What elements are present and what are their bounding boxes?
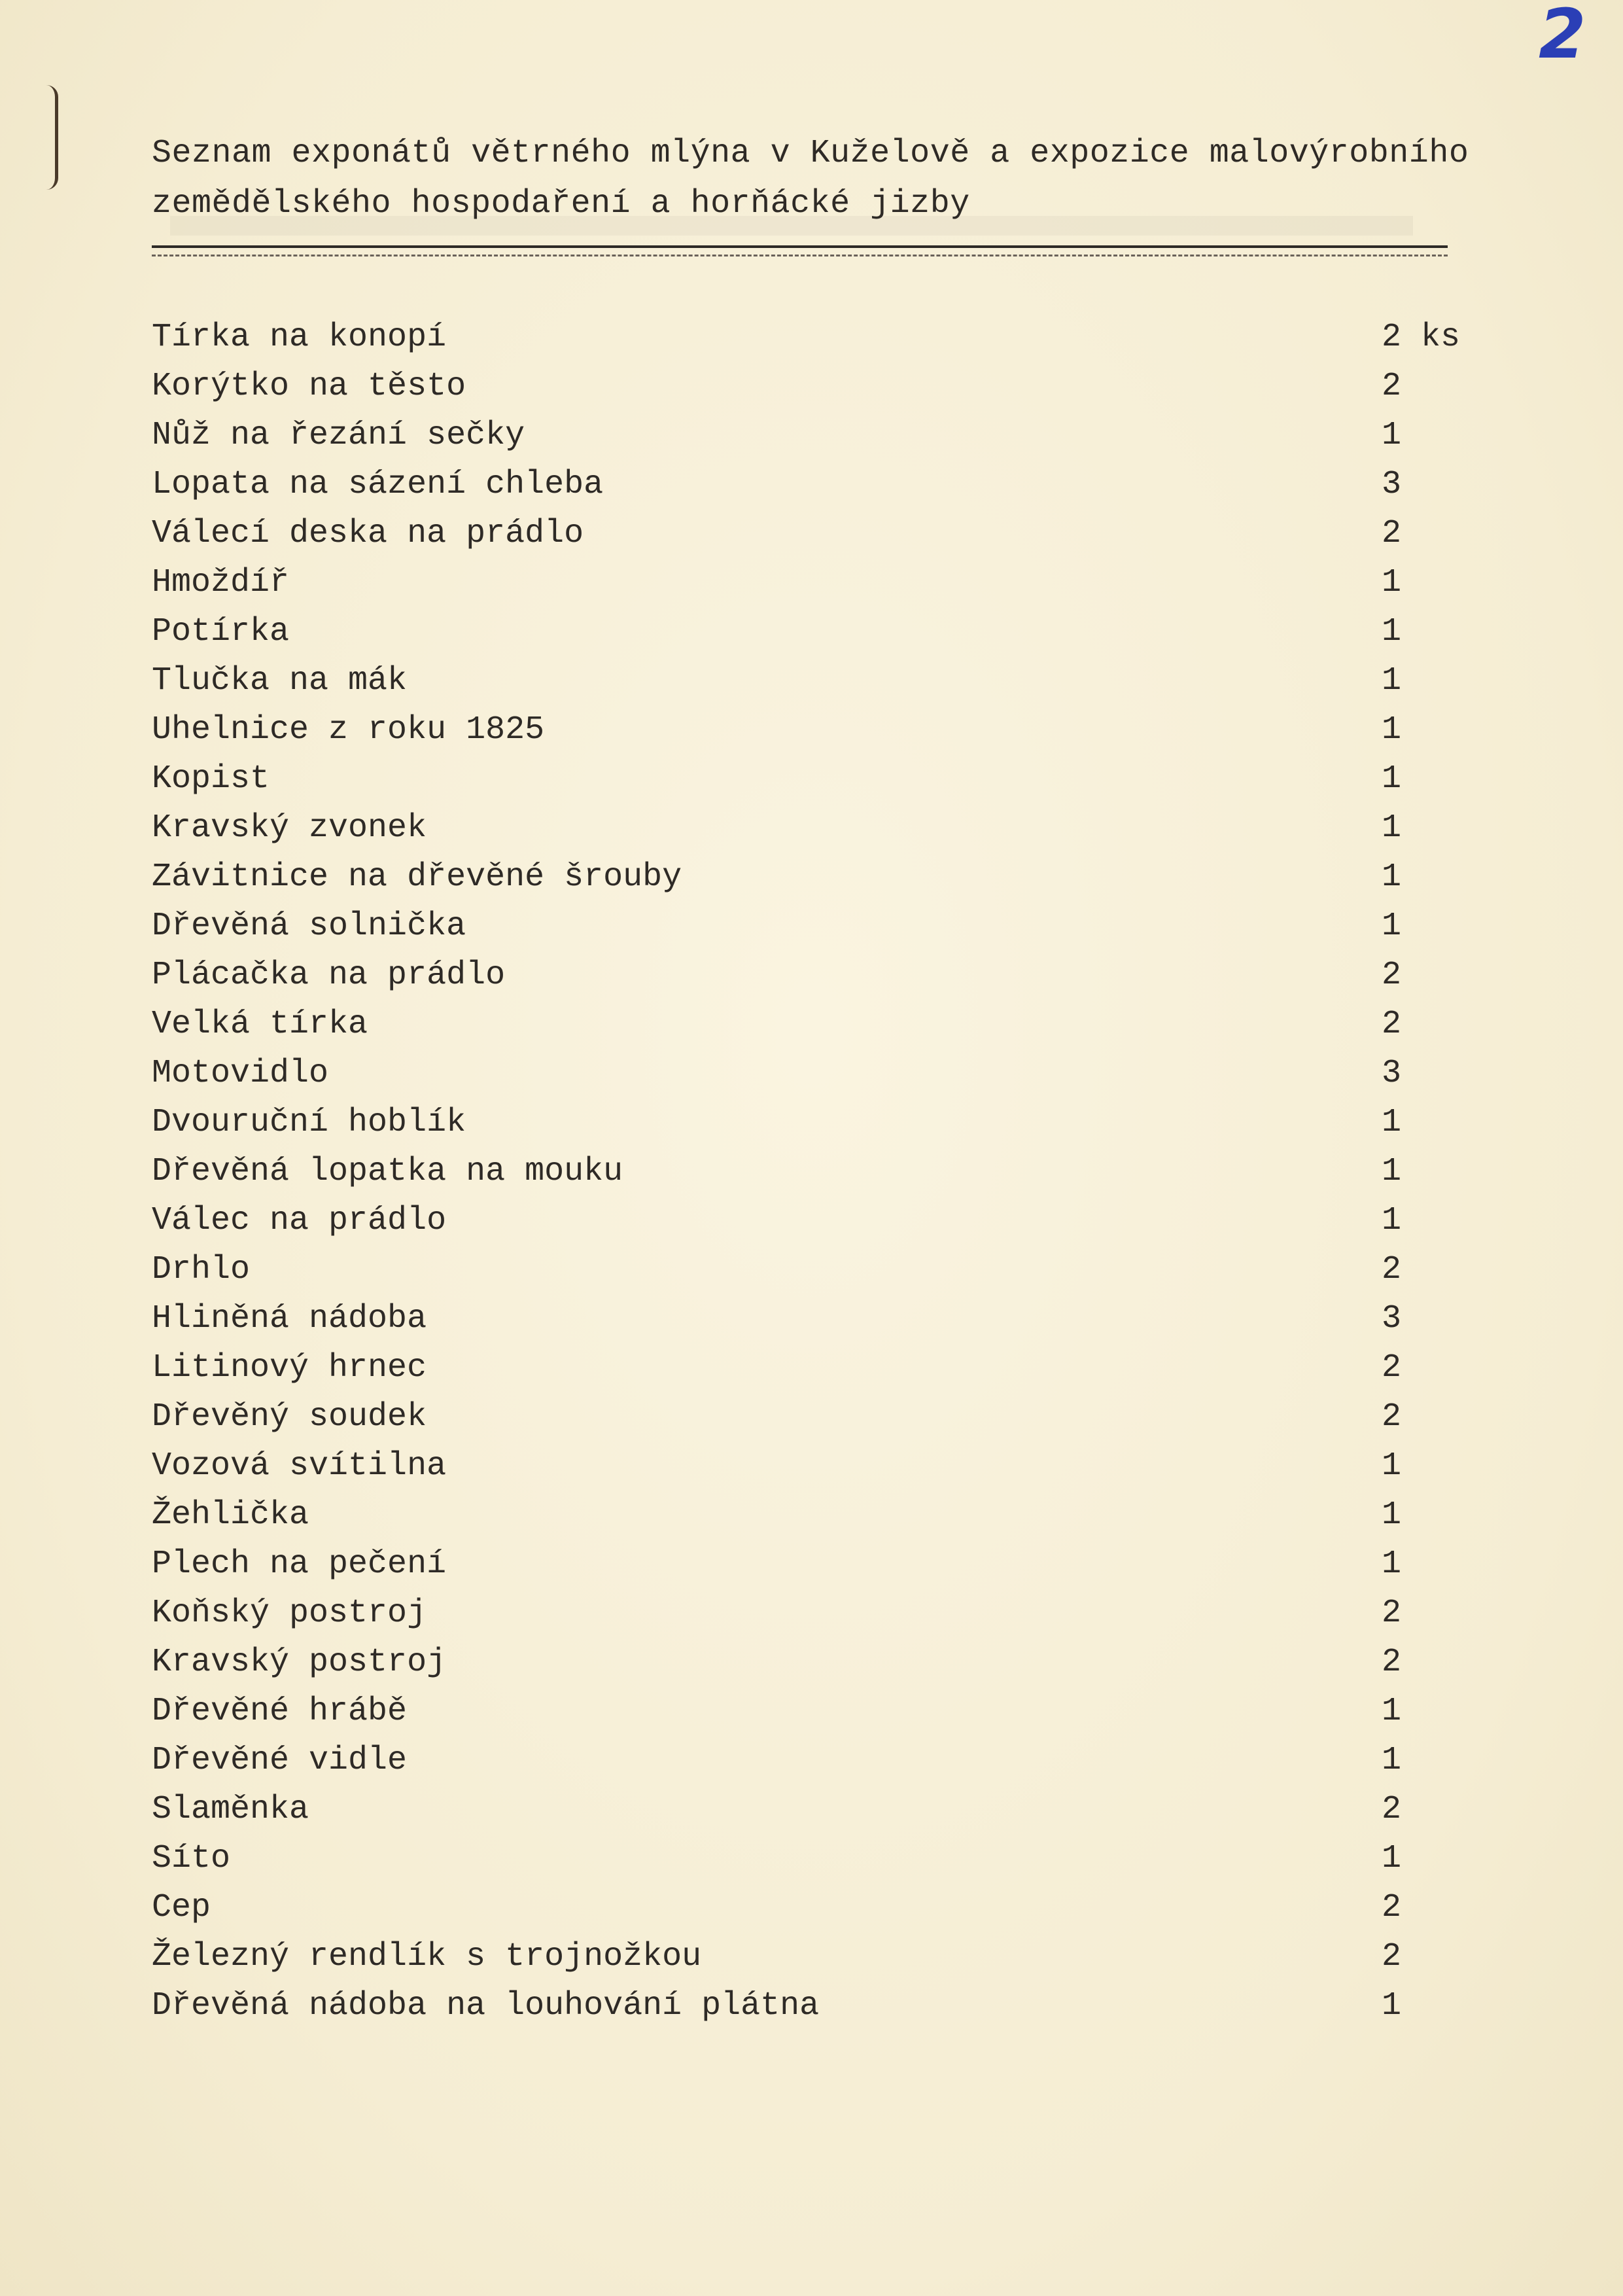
- list-item: [152, 656, 1460, 705]
- item-quantity: 1: [1382, 613, 1402, 650]
- item-quantity: 3: [1382, 1300, 1402, 1337]
- item-name: Válec na prádlo: [152, 1202, 447, 1239]
- list-item: [152, 1000, 1460, 1049]
- exhibit-list: [152, 313, 1460, 2030]
- item-quantity: 2: [1382, 1006, 1402, 1043]
- list-item: [152, 1441, 1460, 1491]
- list-item: [152, 1883, 1460, 1932]
- item-name: Litinový hrnec: [152, 1349, 427, 1386]
- list-item: [152, 1196, 1460, 1245]
- list-item: [152, 509, 1460, 558]
- item-name: Plácačka na prádlo: [152, 957, 506, 994]
- list-item: [152, 1147, 1460, 1196]
- item-name: Cep: [152, 1889, 211, 1926]
- item-name: Dvouruční hoblík: [152, 1104, 466, 1141]
- item-quantity: 3: [1382, 1055, 1402, 1092]
- list-item: [152, 804, 1460, 853]
- item-quantity: 2: [1382, 1251, 1402, 1288]
- item-quantity: 1: [1382, 1447, 1402, 1485]
- list-item: [152, 607, 1460, 656]
- item-quantity: 1: [1382, 1742, 1402, 1779]
- list-item: [152, 1049, 1460, 1098]
- list-item: [152, 1736, 1460, 1785]
- item-quantity: 1: [1382, 1693, 1402, 1730]
- item-name: Uhelnice z roku 1825: [152, 711, 545, 749]
- list-item: [152, 902, 1460, 951]
- list-item: [152, 1343, 1460, 1392]
- item-name: Závitnice na dřevěné šrouby: [152, 858, 682, 896]
- item-name: Železný rendlík s trojnožkou: [152, 1938, 702, 1975]
- item-name: Dřevěná lopatka na mouku: [152, 1153, 623, 1190]
- list-item: [152, 1245, 1460, 1294]
- title-underline-dashed: [152, 255, 1448, 256]
- list-item: [152, 705, 1460, 754]
- item-quantity: 2: [1382, 957, 1402, 994]
- item-name: Žehlička: [152, 1496, 309, 1534]
- list-item: [152, 1392, 1460, 1441]
- item-quantity: 2: [1382, 1791, 1402, 1828]
- list-item: [152, 460, 1460, 509]
- item-quantity: 3: [1382, 466, 1402, 503]
- item-quantity: 1: [1382, 1104, 1402, 1141]
- item-name: Tlučka na mák: [152, 662, 408, 699]
- list-item: [152, 1589, 1460, 1638]
- item-name: Motovidlo: [152, 1055, 329, 1092]
- item-quantity: 2: [1382, 515, 1402, 552]
- list-item: [152, 1294, 1460, 1343]
- item-quantity: 2: [1382, 1349, 1402, 1386]
- list-item: [152, 1491, 1460, 1540]
- item-quantity: 1: [1382, 1153, 1402, 1190]
- item-name: Nůž na řezání sečky: [152, 417, 525, 454]
- item-name: Dřevěné hrábě: [152, 1693, 408, 1730]
- item-name: Dřevěná solnička: [152, 908, 466, 945]
- list-item: [152, 1785, 1460, 1834]
- item-name: Dřevěné vidle: [152, 1742, 408, 1779]
- list-item: [152, 951, 1460, 1000]
- list-item: [152, 853, 1460, 902]
- list-item: [152, 1981, 1460, 2030]
- page-number: 2: [1539, 0, 1586, 74]
- item-name: Dřevěný soudek: [152, 1398, 427, 1436]
- item-name: Lopata na sázení chleba: [152, 466, 604, 503]
- item-quantity: 1: [1382, 1545, 1402, 1583]
- document-title: [152, 128, 1469, 229]
- item-quantity: 1: [1382, 1987, 1402, 2024]
- list-item: [152, 1687, 1460, 1736]
- item-name: Dřevěná nádoba na louhování plátna: [152, 1987, 820, 2024]
- item-quantity: 1: [1382, 711, 1402, 749]
- list-item: [152, 1540, 1460, 1589]
- item-name: Velká tírka: [152, 1006, 368, 1043]
- item-name: Plech na pečení: [152, 1545, 447, 1583]
- item-name: Hliněná nádoba: [152, 1300, 427, 1337]
- item-name: Kopist: [152, 760, 270, 798]
- item-name: Hmoždíř: [152, 564, 290, 601]
- list-item: [152, 558, 1460, 607]
- list-item: [152, 1638, 1460, 1687]
- list-item: [152, 1098, 1460, 1147]
- item-name: Kravský postroj: [152, 1644, 447, 1681]
- item-quantity: 2: [1382, 1644, 1402, 1681]
- item-quantity: 1: [1382, 809, 1402, 847]
- title-underline: [152, 245, 1448, 248]
- title-line-1: Seznam exponátů větrného mlýna v Kuželově a expozice malovýrobního: [152, 135, 1469, 172]
- item-name: Korýtko na těsto: [152, 368, 466, 405]
- item-name: Drhlo: [152, 1251, 251, 1288]
- item-quantity: 2: [1382, 1938, 1402, 1975]
- item-quantity: 1: [1382, 662, 1402, 699]
- item-name: Slaměnka: [152, 1791, 309, 1828]
- item-quantity: 1: [1382, 1202, 1402, 1239]
- list-item: [152, 411, 1460, 460]
- item-quantity: 1: [1382, 564, 1402, 601]
- list-item: [152, 362, 1460, 411]
- item-name: Vozová svítilna: [152, 1447, 447, 1485]
- list-item: [152, 1932, 1460, 1981]
- item-quantity: 2: [1382, 368, 1402, 405]
- item-name: Kravský zvonek: [152, 809, 427, 847]
- item-quantity: 1: [1382, 417, 1402, 454]
- item-quantity: 1: [1382, 908, 1402, 945]
- list-item: [152, 754, 1460, 804]
- binding-mark: [38, 85, 58, 190]
- item-quantity: 2: [1382, 1398, 1402, 1436]
- item-quantity: 1: [1382, 858, 1402, 896]
- title-line-2: zemědělského hospodaření a horňácké jizby: [152, 185, 970, 222]
- item-quantity: 1: [1382, 1840, 1402, 1877]
- item-name: Síto: [152, 1840, 231, 1877]
- item-quantity: 2 ks: [1382, 319, 1461, 356]
- item-name: Potírka: [152, 613, 290, 650]
- list-item: [152, 1834, 1460, 1883]
- item-name: Tírka na konopí: [152, 319, 447, 356]
- item-quantity: 1: [1382, 760, 1402, 798]
- item-name: Koňský postroj: [152, 1595, 427, 1632]
- item-name: Válecí deska na prádlo: [152, 515, 584, 552]
- item-quantity: 2: [1382, 1595, 1402, 1632]
- item-quantity: 2: [1382, 1889, 1402, 1926]
- item-quantity: 1: [1382, 1496, 1402, 1534]
- list-item: [152, 313, 1460, 362]
